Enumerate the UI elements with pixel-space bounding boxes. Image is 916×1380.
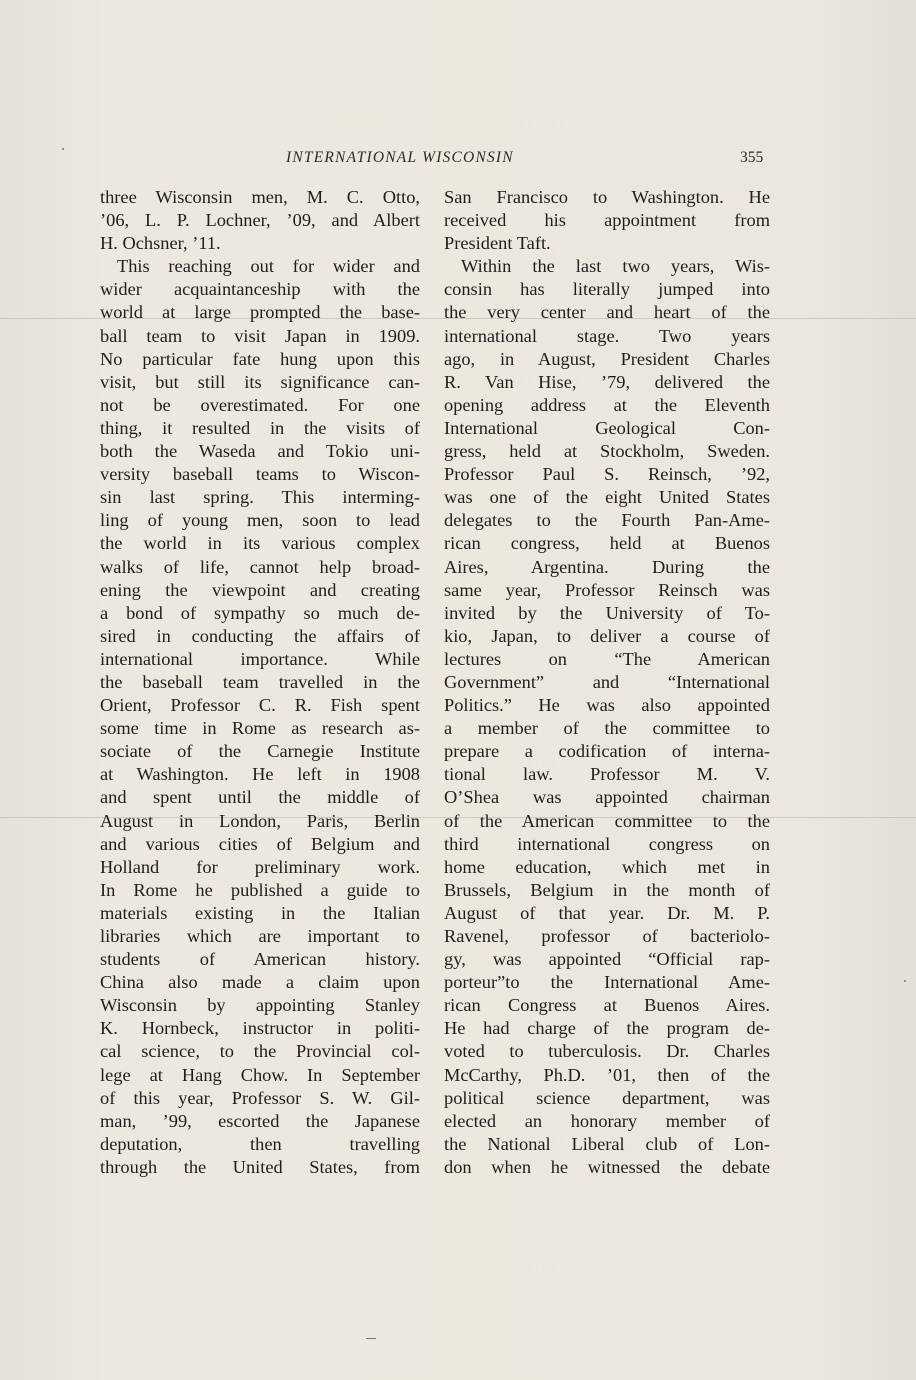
text-line: deputation, then travelling	[100, 1133, 420, 1154]
text-line: ’06, L. P. Lochner, ’09, and Albert	[100, 210, 420, 231]
text-line: three Wisconsin men, M. C. Otto,	[100, 187, 420, 207]
text-line: gress, held at Stockholm, Sweden.	[444, 441, 770, 462]
text-line: political science department, was	[444, 1087, 770, 1108]
text-line: ling of young men, soon to lead	[100, 510, 420, 531]
text-line: of the American committee to the	[444, 810, 770, 831]
text-line: lectures on “The American	[444, 648, 770, 669]
text-column-left	[100, 186, 420, 1179]
text-line: R. Van Hise, ’79, delivered the	[444, 371, 770, 392]
text-line: Within the last two years, Wis-	[461, 256, 770, 277]
text-line: some time in Rome as research as-	[100, 718, 420, 739]
text-line: third international congress on	[444, 833, 770, 854]
text-line: Wisconsin by appointing Stanley	[100, 995, 420, 1016]
text-line: McCarthy, Ph.D. ’01, then of the	[444, 1064, 770, 1085]
text-line: through the United States, from	[100, 1156, 420, 1177]
text-line: ball team to visit Japan in 1909.	[100, 325, 420, 346]
text-line: rican Congress at Buenos Aires.	[444, 995, 770, 1016]
text-line: ening the viewpoint and creating	[100, 579, 420, 600]
text-line: visit, but still its significance can-	[100, 371, 420, 392]
text-line: kio, Japan, to deliver a course of	[444, 625, 770, 646]
text-line: of this year, Professor S. W. Gil-	[100, 1087, 420, 1108]
text-line: No particular fate hung upon this	[100, 348, 420, 369]
text-line: both the Waseda and Tokio uni-	[100, 441, 420, 462]
text-line: gy, was appointed “Official rap-	[444, 949, 770, 970]
text-line: cal science, to the Provincial col-	[100, 1041, 420, 1062]
text-line: sin last spring. This interming-	[100, 487, 420, 508]
text-line: voted to tuberculosis. Dr. Charles	[444, 1041, 770, 1062]
text-line: delegates to the Fourth Pan-Ame-	[444, 510, 770, 531]
text-line: China also made a claim upon	[100, 972, 420, 993]
text-line: invited by the University of To-	[444, 602, 770, 623]
text-line: Ravenel, professor of bacteriolo-	[444, 926, 770, 946]
text-line: International Geological Con-	[444, 417, 770, 438]
text-line: international importance. While	[100, 648, 420, 669]
text-line: sired in conducting the affairs of	[100, 625, 420, 646]
text-line: opening address at the Eleventh	[444, 394, 770, 415]
text-line: wider acquaintanceship with the	[100, 279, 420, 300]
text-line: rican congress, held at Buenos	[444, 533, 770, 554]
text-line: Government” and “International	[444, 671, 770, 692]
text-line: the National Liberal club of Lon-	[444, 1133, 770, 1154]
text-line: San Francisco to Washington. He	[444, 187, 770, 207]
text-line: not be overestimated. For one	[100, 394, 420, 415]
text-line: a member of the committee to	[444, 718, 770, 739]
text-line: Politics.” He was also appointed	[444, 695, 770, 716]
text-line: world at large prompted the base-	[100, 302, 420, 323]
text-line: and various cities of Belgium and	[100, 833, 420, 854]
text-line: ago, in August, President Charles	[444, 348, 770, 369]
text-line: the world in its various complex	[100, 533, 420, 554]
page-number: 355	[740, 149, 764, 166]
text-line: tional law. Professor M. V.	[444, 764, 770, 785]
text-line: elected an honorary member of	[444, 1110, 770, 1131]
text-column-right	[444, 186, 770, 1179]
text-line: sociate of the Carnegie Institute	[100, 741, 420, 762]
text-line: thing, it resulted in the visits of	[100, 417, 420, 438]
text-line: libraries which are important to	[100, 926, 420, 946]
text-line: O’Shea was appointed chairman	[444, 787, 770, 808]
text-line: the baseball team travelled in the	[100, 671, 420, 692]
text-line: President Taft.	[444, 233, 551, 254]
text-line: home education, which met in	[444, 856, 770, 877]
text-line: the very center and heart of the	[444, 302, 770, 323]
text-line: students of American history.	[100, 949, 420, 970]
text-line: August of that year. Dr. M. P.	[444, 902, 770, 923]
text-line: This reaching out for wider and	[117, 256, 420, 277]
text-line: at Washington. He left in 1908	[100, 764, 420, 785]
text-line: international stage. Two years	[444, 325, 770, 346]
text-line: received his appointment from	[444, 210, 770, 231]
paper-speck	[904, 980, 906, 982]
text-line: same year, Professor Reinsch was	[444, 579, 770, 600]
text-line: man, ’99, escorted the Japanese	[100, 1110, 420, 1131]
text-line: Orient, Professor C. R. Fish spent	[100, 695, 420, 716]
paper-speck	[62, 148, 64, 150]
text-line: a bond of sympathy so much de-	[100, 602, 420, 623]
text-line: Holland for preliminary work.	[100, 856, 420, 877]
text-line: and spent until the middle of	[100, 787, 420, 808]
text-line: In Rome he published a guide to	[100, 879, 420, 900]
text-line: was one of the eight United States	[444, 487, 770, 508]
text-line: porteur”to the International Ame-	[444, 972, 770, 993]
text-line: lege at Hang Chow. In September	[100, 1064, 420, 1085]
text-line: Brussels, Belgium in the month of	[444, 879, 770, 900]
text-line: H. Ochsner, ’11.	[100, 233, 221, 254]
text-line: materials existing in the Italian	[100, 902, 420, 923]
text-line: walks of life, cannot help broad-	[100, 556, 420, 577]
running-title: INTERNATIONAL WISCONSIN	[286, 149, 514, 166]
text-line: prepare a codification of interna-	[444, 741, 770, 762]
text-line: Aires, Argentina. During the	[444, 556, 770, 577]
text-line: August in London, Paris, Berlin	[100, 810, 420, 831]
text-line: don when he witnessed the debate	[444, 1156, 770, 1177]
text-line: consin has literally jumped into	[444, 279, 770, 300]
text-line: versity baseball teams to Wiscon-	[100, 464, 420, 485]
paper-speck	[366, 1338, 376, 1339]
text-line: He had charge of the program de-	[444, 1018, 770, 1039]
text-line: Professor Paul S. Reinsch, ’92,	[444, 464, 770, 485]
text-line: K. Hornbeck, instructor in politi-	[100, 1018, 420, 1039]
